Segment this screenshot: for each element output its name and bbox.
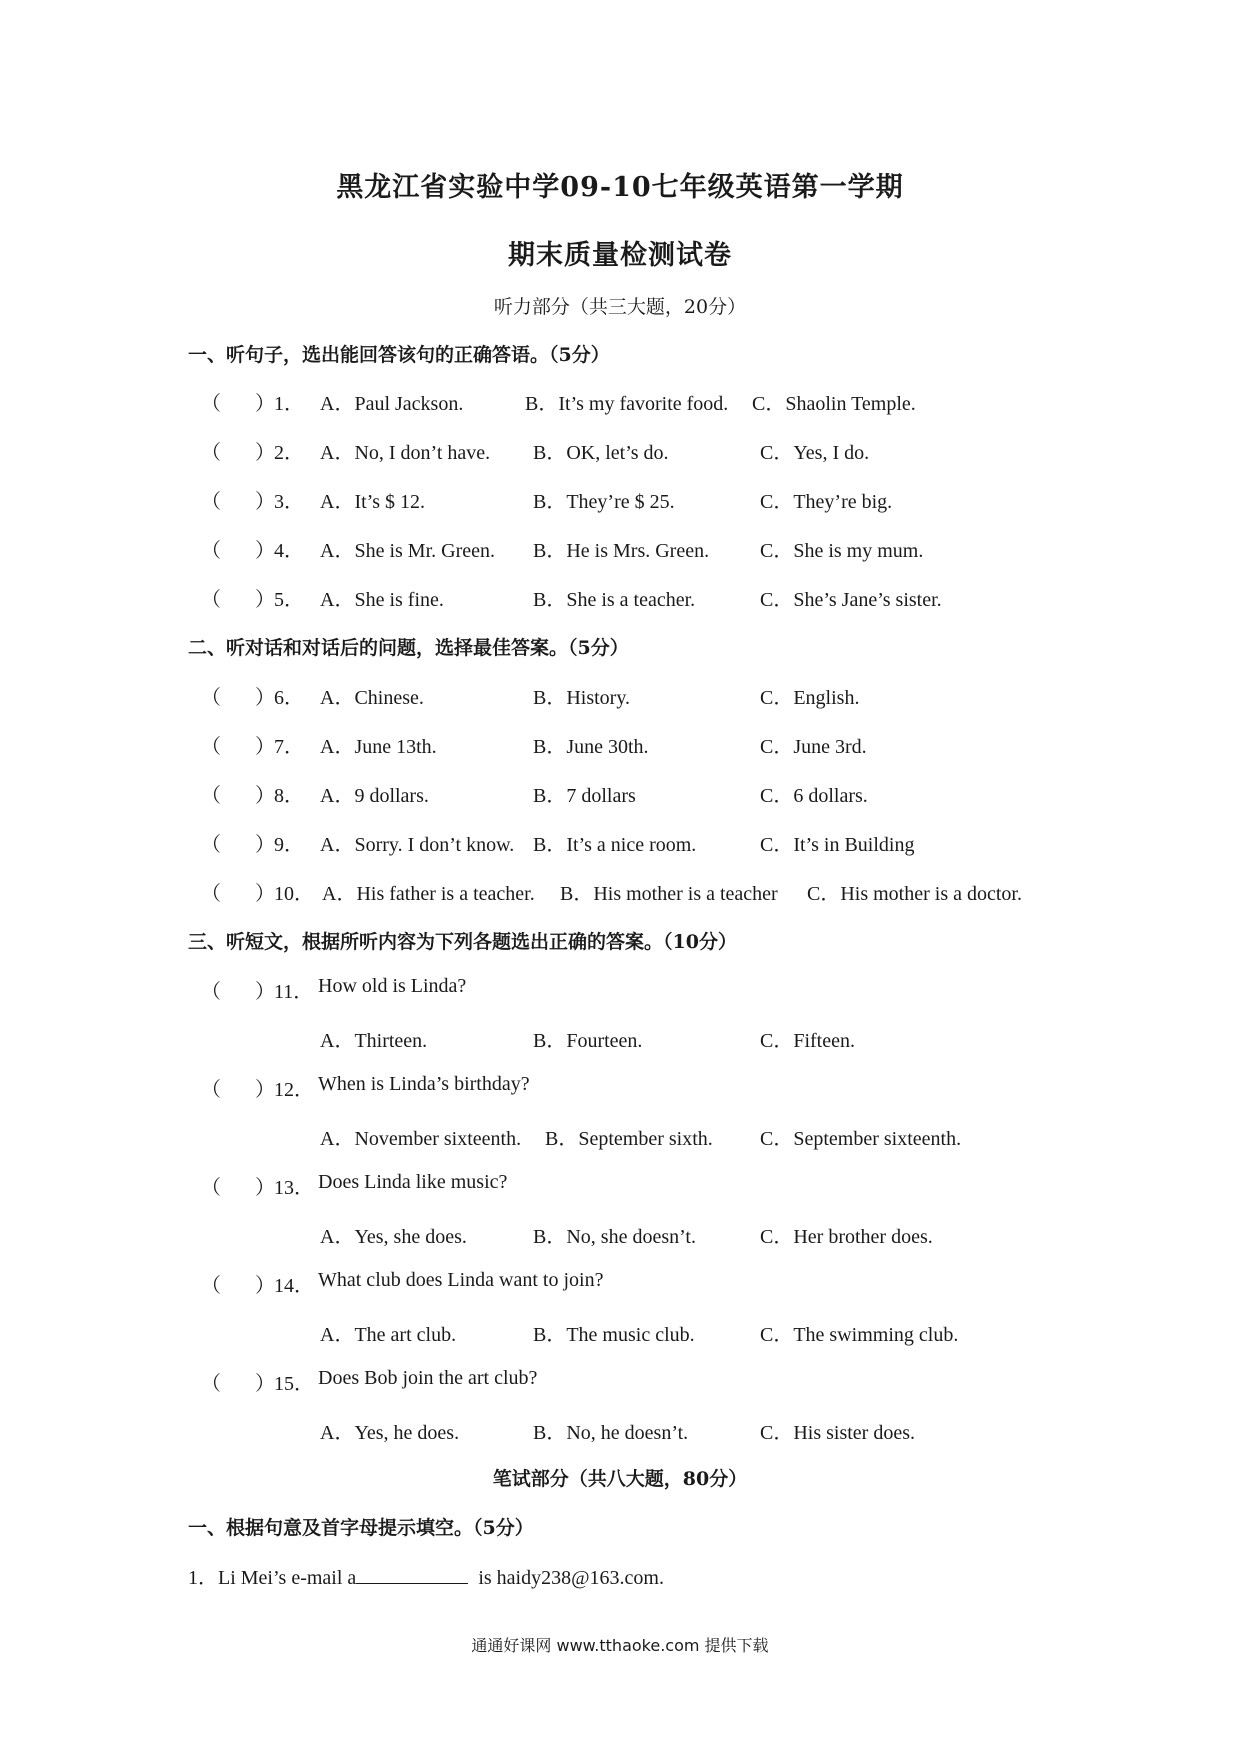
question-number: 15． <box>274 1373 314 1395</box>
option-b: B．OK, let’s do. <box>533 442 669 464</box>
option-b: B．No, he doesn’t. <box>533 1422 689 1444</box>
fill-initial-letter: a <box>347 1567 357 1589</box>
section-3-heading: 三、听短文，根据所听内容为下列各题选出正确的答案。（10分） <box>188 931 737 953</box>
answer-paren-left: （ <box>201 491 221 513</box>
answer-paren-right: ） <box>255 1275 275 1297</box>
option-c: C．English. <box>760 687 860 709</box>
option-b: B．It’s a nice room. <box>533 834 697 856</box>
option-a: A．Sorry. I don’t know. <box>320 834 515 856</box>
answer-paren-left: （ <box>201 736 221 758</box>
answer-paren-right: ） <box>255 1177 275 1199</box>
option-c: C．Shaolin Temple. <box>752 393 916 415</box>
option-b: B．She is a teacher. <box>533 589 696 611</box>
answer-paren-right: ） <box>255 589 275 611</box>
option-c: C．His sister does. <box>760 1422 915 1444</box>
question-row-6 <box>0 681 1240 711</box>
option-b: B．He is Mrs. Green. <box>533 540 710 562</box>
fill-suffix: is haidy238@163.com. <box>478 1567 664 1589</box>
answer-options-row-13 <box>0 1220 1240 1250</box>
question-stem: How old is Linda? <box>318 975 467 997</box>
question-number: 3． <box>274 491 304 513</box>
answer-blank-line[interactable] <box>356 1565 468 1584</box>
answer-paren-right: ） <box>255 491 275 513</box>
question-row-5 <box>0 583 1240 613</box>
option-a: A．November sixteenth. <box>320 1128 522 1150</box>
option-a: A．The art club. <box>320 1324 457 1346</box>
option-a: A．Yes, she does. <box>320 1226 467 1248</box>
answer-paren-left: （ <box>201 981 221 1003</box>
option-c: C．It’s in Building <box>760 834 915 856</box>
option-a: A．9 dollars. <box>320 785 429 807</box>
written-section-1-heading: 一、根据句意及首字母提示填空。（5分） <box>188 1517 534 1539</box>
option-b: B．History. <box>533 687 631 709</box>
option-c: C．The swimming club. <box>760 1324 959 1346</box>
answer-paren-left: （ <box>201 589 221 611</box>
option-a: A．Thirteen. <box>320 1030 428 1052</box>
option-c: C．Her brother does. <box>760 1226 933 1248</box>
answer-paren-left: （ <box>201 393 221 415</box>
question-row-10 <box>0 877 1240 907</box>
fill-blank-question-1 <box>188 1561 664 1590</box>
fill-prefix: 1．Li Mei’s e-mail <box>188 1567 348 1589</box>
answer-paren-right: ） <box>255 834 275 856</box>
option-a: A．No, I don’t have. <box>320 442 491 464</box>
question-number: 4． <box>274 540 304 562</box>
question-row-14 <box>0 1269 1240 1299</box>
option-c: C．They’re big. <box>760 491 893 513</box>
answer-paren-left: （ <box>201 1079 221 1101</box>
question-row-3 <box>0 485 1240 515</box>
answer-paren-right: ） <box>255 981 275 1003</box>
question-number: 5． <box>274 589 304 611</box>
option-c: C．September sixteenth. <box>760 1128 962 1150</box>
option-a: A．She is Mr. Green. <box>320 540 495 562</box>
option-b: B．7 dollars <box>533 785 636 807</box>
question-number: 10． <box>274 883 314 905</box>
question-stem: When is Linda’s birthday? <box>318 1073 530 1095</box>
option-b: B．His mother is a teacher <box>560 883 778 905</box>
option-c: C．June 3rd. <box>760 736 867 758</box>
answer-paren-right: ） <box>255 1373 275 1395</box>
question-row-8 <box>0 779 1240 809</box>
answer-options-row-14 <box>0 1318 1240 1348</box>
option-b: B．No, she doesn’t. <box>533 1226 696 1248</box>
option-c: C．She is my mum. <box>760 540 924 562</box>
question-row-4 <box>0 534 1240 564</box>
answer-options-row-12 <box>0 1122 1240 1152</box>
answer-paren-right: ） <box>255 785 275 807</box>
question-row-9 <box>0 828 1240 858</box>
question-number: 13． <box>274 1177 314 1199</box>
question-stem: Does Linda like music? <box>318 1171 508 1193</box>
question-row-11 <box>0 975 1240 1005</box>
page-footer: 通通好课网 www.tthaoke.com 提供下载 <box>471 1636 769 1655</box>
section-2-heading: 二、听对话和对话后的问题，选择最佳答案。（5分） <box>188 637 629 659</box>
option-a: A．June 13th. <box>320 736 437 758</box>
option-a: A．Paul Jackson. <box>320 393 464 415</box>
option-a: A．Chinese. <box>320 687 424 709</box>
answer-options-row-11 <box>0 1024 1240 1054</box>
question-number: 1． <box>274 393 304 415</box>
question-number: 6． <box>274 687 304 709</box>
answer-paren-left: （ <box>201 1275 221 1297</box>
document-title: 黑龙江省实验中学09-10七年级英语第一学期 <box>336 172 904 203</box>
option-a: A．It’s $ 12. <box>320 491 425 513</box>
answer-paren-right: ） <box>255 540 275 562</box>
question-number: 2． <box>274 442 304 464</box>
option-b: B．Fourteen. <box>533 1030 643 1052</box>
option-c: C．Fifteen. <box>760 1030 855 1052</box>
question-row-1 <box>0 387 1240 417</box>
answer-paren-right: ） <box>255 1079 275 1101</box>
answer-paren-right: ） <box>255 687 275 709</box>
option-c: C．6 dollars. <box>760 785 868 807</box>
answer-paren-left: （ <box>201 1373 221 1395</box>
option-b: B．It’s my favorite food. <box>525 393 729 415</box>
answer-paren-left: （ <box>201 785 221 807</box>
answer-paren-left: （ <box>201 883 221 905</box>
option-b: B．They’re $ 25. <box>533 491 675 513</box>
written-section-header: 笔试部分（共八大题，80分） <box>492 1468 748 1490</box>
option-a: A．His father is a teacher. <box>322 883 535 905</box>
question-number: 9． <box>274 834 304 856</box>
question-stem: Does Bob join the art club? <box>318 1367 538 1389</box>
option-b: B．September sixth. <box>545 1128 713 1150</box>
option-c: C．She’s Jane’s sister. <box>760 589 942 611</box>
question-row-15 <box>0 1367 1240 1397</box>
option-a: A．Yes, he does. <box>320 1422 460 1444</box>
answer-paren-left: （ <box>201 1177 221 1199</box>
answer-options-row-15 <box>0 1416 1240 1446</box>
answer-paren-left: （ <box>201 834 221 856</box>
option-b: B．The music club. <box>533 1324 695 1346</box>
question-number: 7． <box>274 736 304 758</box>
document-subtitle: 期末质量检测试卷 <box>508 240 732 271</box>
listening-section-header: 听力部分（共三大题，20分） <box>493 296 747 318</box>
question-number: 12． <box>274 1079 314 1101</box>
question-row-13 <box>0 1171 1240 1201</box>
section-1-heading: 一、听句子，选出能回答该句的正确答语。（5分） <box>188 344 610 366</box>
option-b: B．June 30th. <box>533 736 649 758</box>
question-row-7 <box>0 730 1240 760</box>
answer-paren-right: ） <box>255 736 275 758</box>
option-a: A．She is fine. <box>320 589 444 611</box>
answer-paren-left: （ <box>201 540 221 562</box>
question-number: 14． <box>274 1275 314 1297</box>
option-c: C．Yes, I do. <box>760 442 870 464</box>
answer-paren-left: （ <box>201 442 221 464</box>
answer-paren-right: ） <box>255 883 275 905</box>
question-number: 11． <box>274 981 314 1003</box>
question-stem: What club does Linda want to join? <box>318 1269 604 1291</box>
answer-paren-left: （ <box>201 687 221 709</box>
option-c: C．His mother is a doctor. <box>807 883 1022 905</box>
question-row-2 <box>0 436 1240 466</box>
question-row-12 <box>0 1073 1240 1103</box>
answer-paren-right: ） <box>255 442 275 464</box>
question-number: 8． <box>274 785 304 807</box>
answer-paren-right: ） <box>255 393 275 415</box>
